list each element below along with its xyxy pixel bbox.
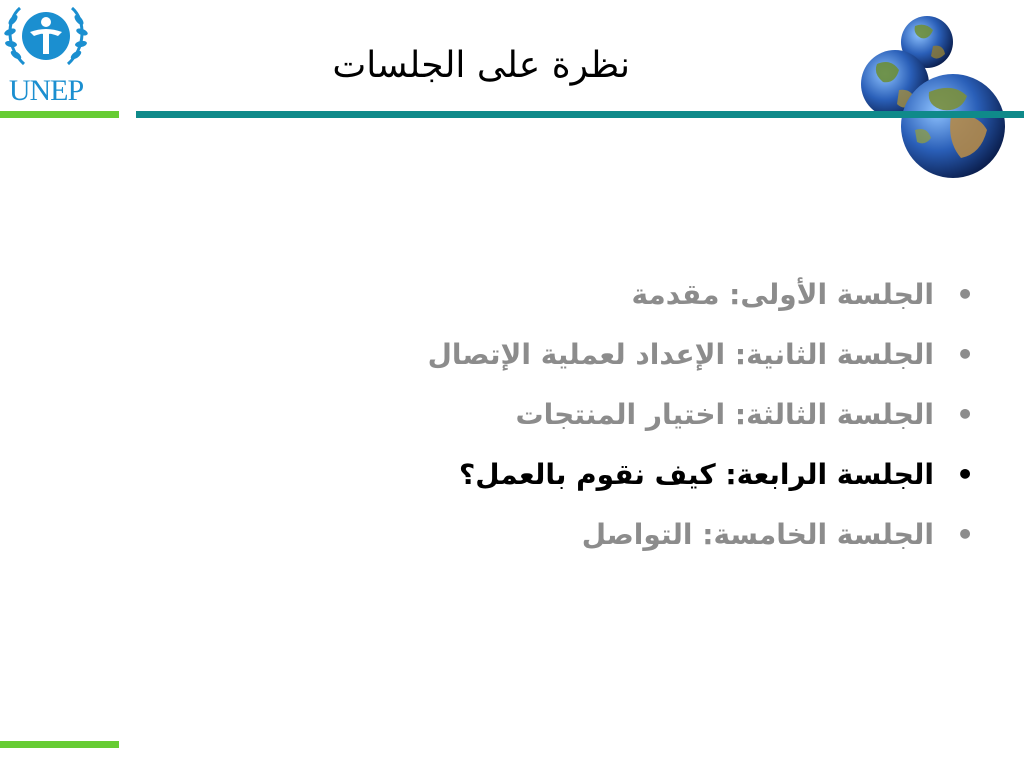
bullet: • xyxy=(956,458,974,491)
session-label: الجلسة الثالثة: اختيار المنتجات xyxy=(515,398,934,431)
session-label: الجلسة الثانية: الإعداد لعملية الإتصال xyxy=(427,338,934,371)
slide-title: نظرة على الجلسات xyxy=(332,45,630,86)
unep-logo xyxy=(0,0,92,108)
bullet: • xyxy=(956,278,974,311)
session-item-5 xyxy=(334,505,974,565)
globes-icon xyxy=(855,12,1015,188)
bullet: • xyxy=(956,398,974,431)
session-item-3 xyxy=(334,385,974,445)
session-label: الجلسة الأولى: مقدمة xyxy=(631,278,934,311)
bullet: • xyxy=(956,338,974,371)
unep-logo-text: UNEP xyxy=(8,74,84,107)
unep-laurel-emblem-icon xyxy=(0,0,92,76)
session-item-2 xyxy=(334,325,974,385)
bullet: • xyxy=(956,518,974,551)
session-list xyxy=(334,265,974,565)
session-item-1 xyxy=(334,265,974,325)
top-green-bar xyxy=(0,111,119,118)
bottom-green-bar xyxy=(0,741,119,748)
session-label: الجلسة الرابعة: كيف نقوم بالعمل؟ xyxy=(459,458,934,491)
session-label: الجلسة الخامسة: التواصل xyxy=(581,518,934,551)
top-teal-bar xyxy=(136,111,1024,118)
session-item-4 xyxy=(334,445,974,505)
